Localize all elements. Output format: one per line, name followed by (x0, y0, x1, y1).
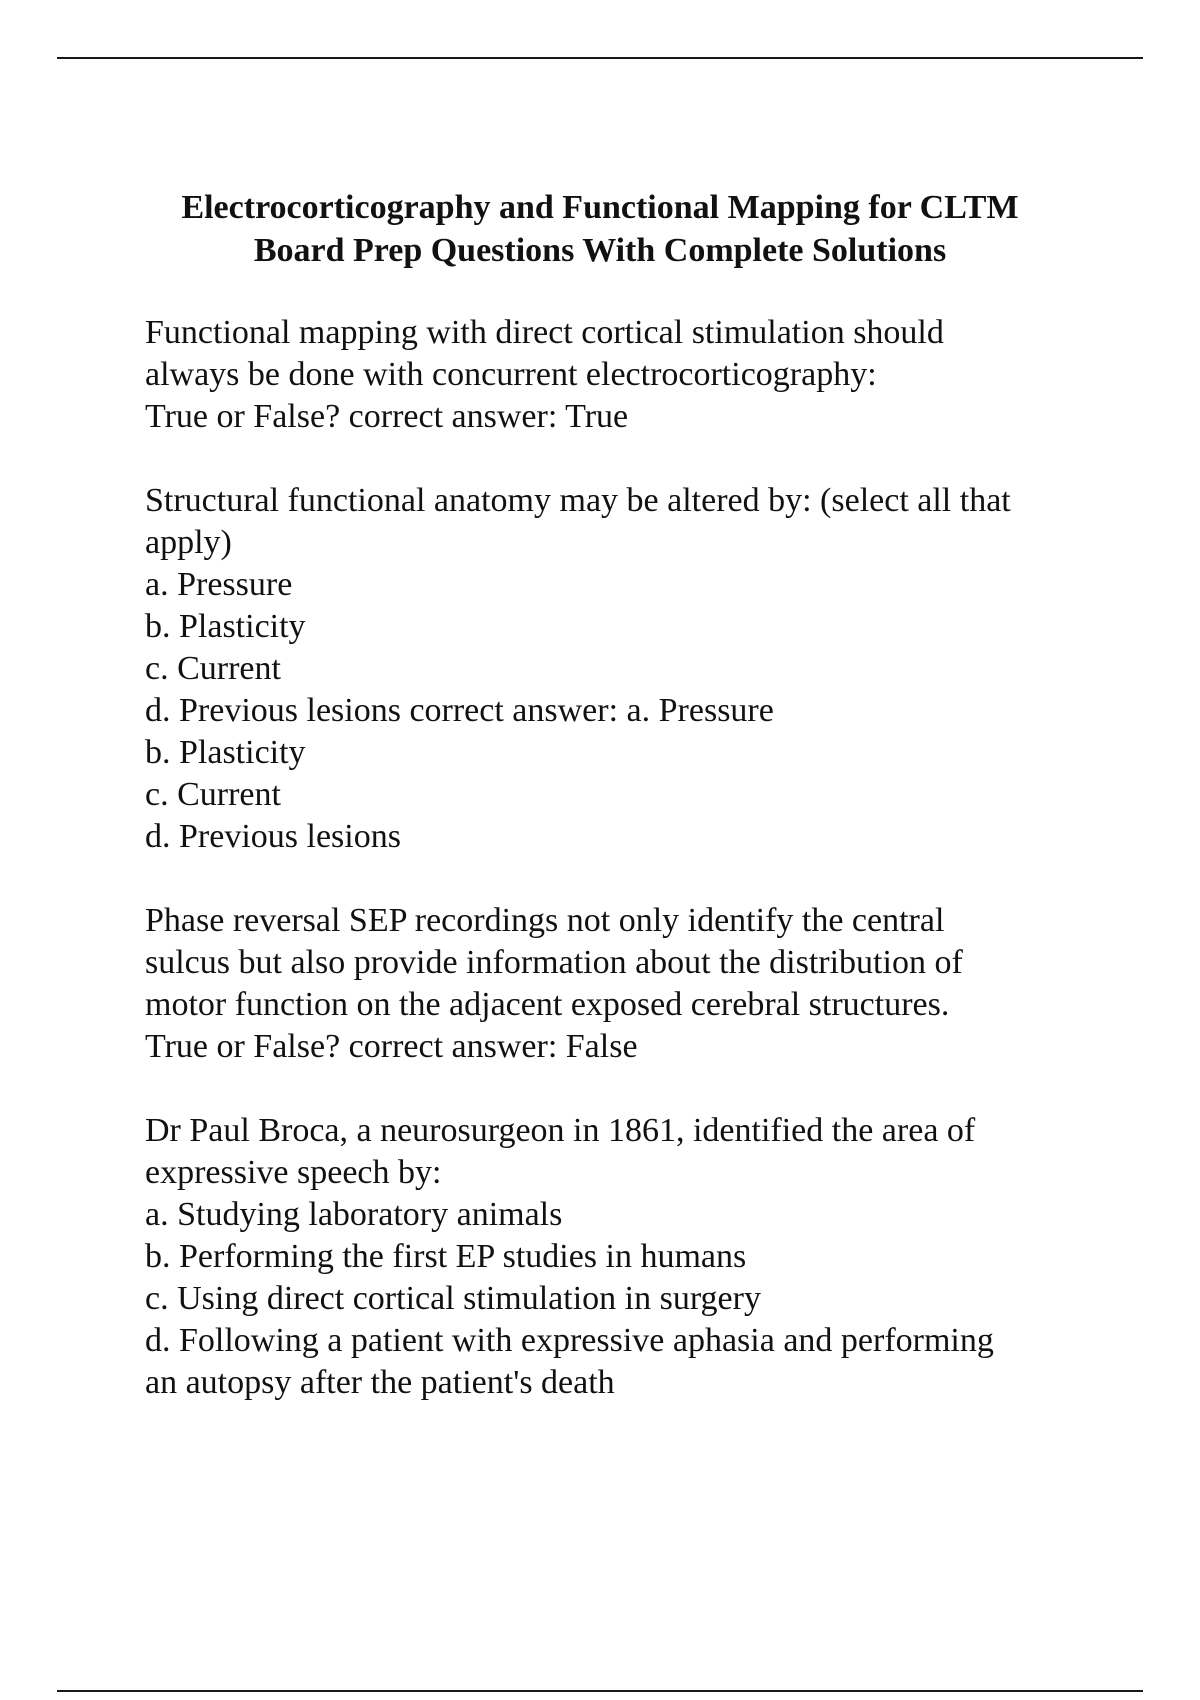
question-text-line: a. Studying laboratory animals (145, 1196, 563, 1233)
question-text-line: Functional mapping with direct cortical stimulation should (145, 314, 944, 351)
question-text-line: c. Using direct cortical stimulation in surgery (145, 1280, 761, 1317)
question-text-line: apply) (145, 524, 232, 561)
question-block (145, 312, 1105, 438)
title-line-1: Electrocorticography and Functional Mapping for CLTM (181, 189, 1019, 226)
question-text-line: c. Current (145, 776, 281, 813)
question-list (145, 312, 1105, 1446)
question-text-line: d. Following a patient with expressive aphasia and performing (145, 1322, 994, 1359)
question-text-line: b. Plasticity (145, 734, 306, 771)
question-text-line: True or False? correct answer: True (145, 398, 629, 435)
question-text-line: d. Previous lesions (145, 818, 401, 855)
question-text-line: True or False? correct answer: False (145, 1028, 638, 1065)
question-block (145, 480, 1105, 858)
title-line-2: Board Prep Questions With Complete Solutions (253, 232, 947, 269)
question-text-line: always be done with concurrent electrocorticography: (145, 356, 877, 393)
question-text-line: motor function on the adjacent exposed cerebral structures. (145, 986, 950, 1023)
question-text-line: d. Previous lesions correct answer: a. Pressure (145, 692, 774, 729)
question-text-line: sulcus but also provide information about the distribution of (145, 944, 963, 981)
question-block (145, 900, 1105, 1068)
document-title (100, 186, 1100, 272)
question-text-line: an autopsy after the patient's death (145, 1364, 615, 1401)
question-text-line: b. Plasticity (145, 608, 306, 645)
question-text-line: b. Performing the first EP studies in humans (145, 1238, 747, 1275)
question-text-line: c. Current (145, 650, 281, 687)
question-text-line: Dr Paul Broca, a neurosurgeon in 1861, identified the area of (145, 1112, 976, 1149)
question-text-line: Structural functional anatomy may be altered by: (select all that (145, 482, 1011, 519)
question-text-line: Phase reversal SEP recordings not only identify the central (145, 902, 945, 939)
footer-rule (57, 1690, 1143, 1692)
question-block (145, 1110, 1105, 1404)
header-rule (57, 57, 1143, 59)
question-text-line: a. Pressure (145, 566, 293, 603)
question-text-line: expressive speech by: (145, 1154, 442, 1191)
